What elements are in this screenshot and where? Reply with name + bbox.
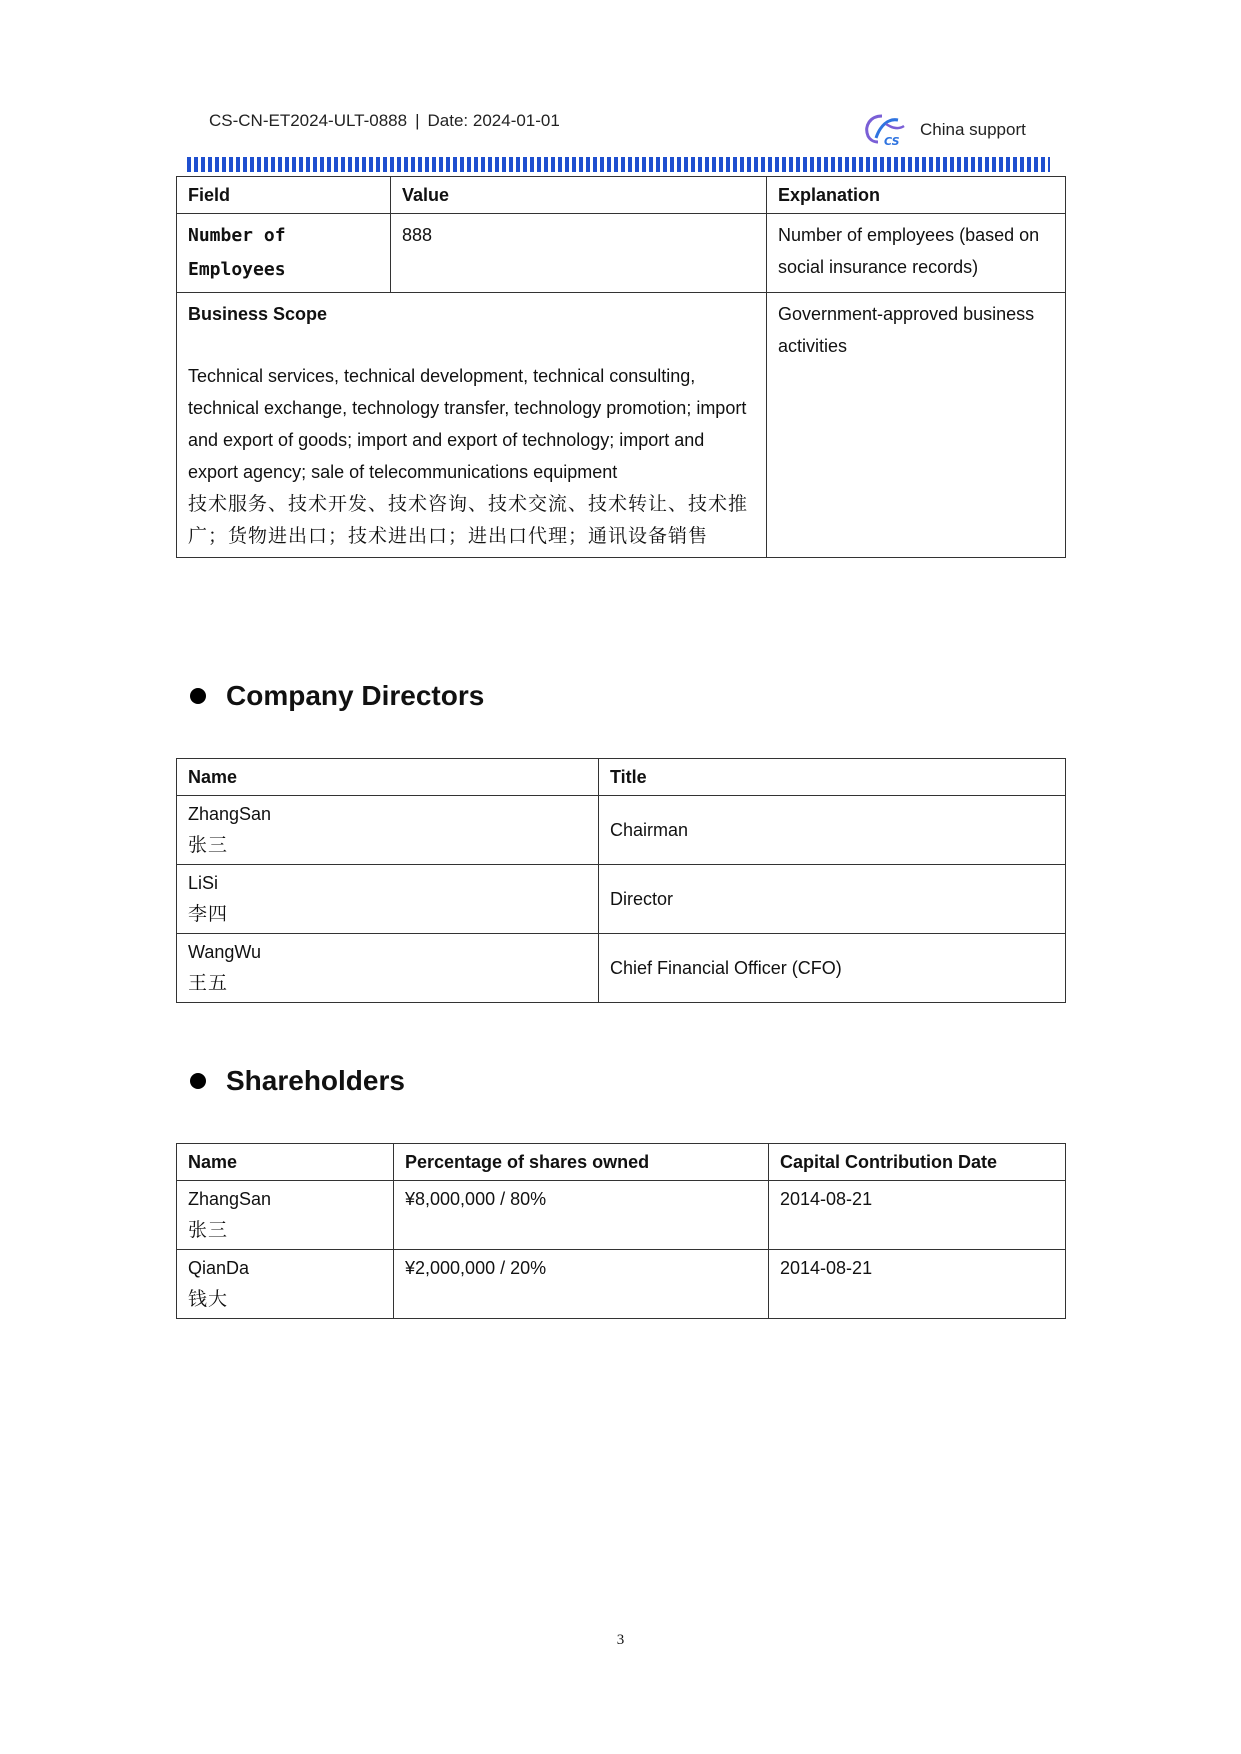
director-name-cn: 李四 [188,903,229,925]
director-title: Chief Financial Officer (CFO) [599,934,1066,1003]
page-number: 3 [616,1632,625,1648]
business-scope-label: Business Scope [188,304,328,324]
bullet-icon [190,1073,206,1089]
header-name: Name [177,1144,394,1181]
shareholder-name [177,1181,394,1250]
director-name-en: LiSi [188,873,219,893]
directors-heading: Company Directors [226,680,485,711]
shareholder-date: 2014-08-21 [769,1181,1066,1250]
employees-value: 888 [391,214,767,293]
director-name [177,865,599,934]
shareholder-shares: ¥8,000,000 / 80% [394,1181,769,1250]
shareholder-date: 2014-08-21 [769,1250,1066,1319]
shareholder-name-en: QianDa [188,1258,250,1278]
table-row [177,214,1066,293]
table-header-row [177,177,1066,214]
table-row [177,293,1066,558]
shareholder-name-cn: 张三 [188,1219,229,1241]
director-name [177,934,599,1003]
header-field: Field [177,177,391,214]
doc-ref-code: CS-CN-ET2024-ULT-0888 [209,111,408,130]
employees-field: Number of Employees [177,214,391,293]
shareholders-heading: Shareholders [226,1065,405,1096]
header-value: Value [391,177,767,214]
business-scope-chinese: 技术服务、技术开发、技术咨询、技术交流、技术转让、技术推广；货物进出口；技术进出口；进出口代理；通讯设备销售 [188,493,749,547]
shareholder-shares: ¥2,000,000 / 20% [394,1250,769,1319]
table-row [177,1181,1066,1250]
director-title: Chairman [599,796,1066,865]
table-row [177,865,1066,934]
table-row [177,934,1066,1003]
header-name: Name [177,759,599,796]
table-row [177,796,1066,865]
shareholder-name-cn: 钱大 [188,1288,229,1310]
table-header-row [177,1144,1066,1181]
shareholder-name [177,1250,394,1319]
director-name-cn: 张三 [188,834,229,856]
brand-name: China support [920,120,1026,139]
header-shares: Percentage of shares owned [394,1144,769,1181]
shareholders-table [176,1143,1066,1319]
header-contribution-date: Capital Contribution Date [769,1144,1066,1181]
bullet-icon [190,688,206,704]
shareholders-section-heading [190,1065,405,1097]
directors-section-heading [190,680,484,712]
director-name [177,796,599,865]
employees-explanation: Number of employees (based on social insurance records) [767,214,1066,293]
table-row [177,1250,1066,1319]
shareholder-name-en: ZhangSan [188,1189,272,1209]
director-name-en: WangWu [188,942,262,962]
director-name-cn: 王五 [188,972,229,994]
header-divider [187,157,1050,172]
brand [862,112,1026,148]
business-scope-english: Technical services, technical development, technical consulting, technical exchange, technology transfer, technology promotion; import and export of goods; import and export of technology; import and export agency; sale of telecommunications equipment [188,366,747,482]
logo-letters: CS [884,135,900,148]
director-name-en: ZhangSan [188,804,272,824]
table-header-row [177,759,1066,796]
doc-date: Date: 2024-01-01 [427,111,560,130]
business-scope-explanation: Government-approved business activities [767,293,1066,558]
directors-table [176,758,1066,1003]
header-title: Title [599,759,1066,796]
company-info-table [176,176,1066,558]
header-explanation: Explanation [767,177,1066,214]
business-scope-cell [177,293,767,558]
doc-ref-separator: | [415,111,420,130]
document-reference [209,111,560,131]
director-title: Director [599,865,1066,934]
china-support-logo-icon [862,112,906,148]
